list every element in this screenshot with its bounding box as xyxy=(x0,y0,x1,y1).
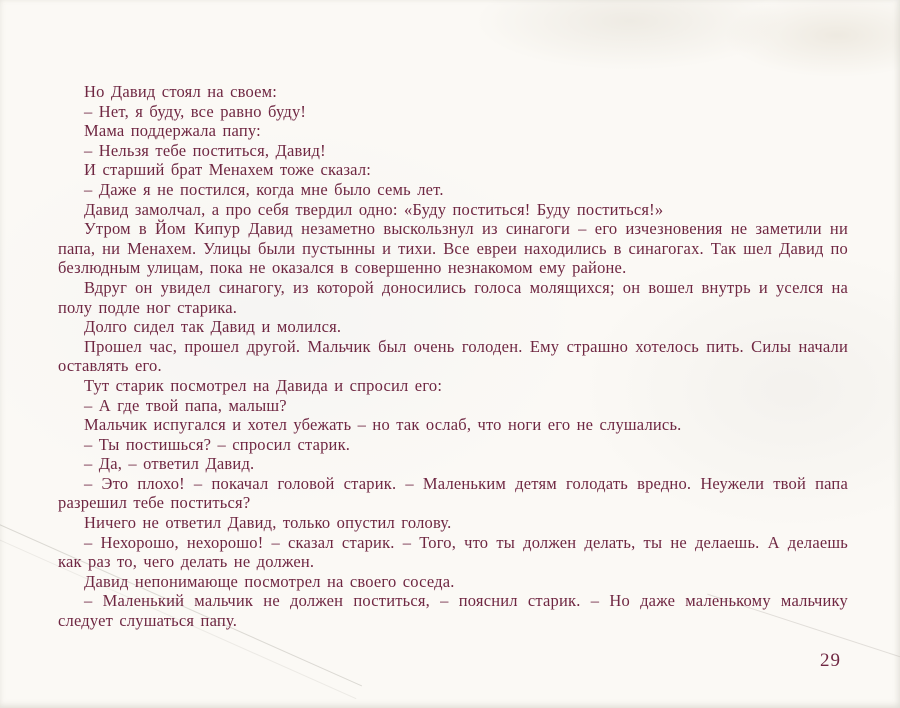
paragraph: Но Давид стоял на своем: xyxy=(84,82,278,101)
story-text-block xyxy=(58,82,848,631)
paragraph: Ничего не ответил Давид, только опустил голову. xyxy=(84,513,452,533)
paragraph: – Ты постишься? – спросил старик. xyxy=(84,434,351,454)
paragraph: – Нет, я буду, все равно буду! xyxy=(84,101,307,121)
paragraph: Вдруг он увидел синагогу, из которой доносились голоса молящихся; он вошел внутрь и уселся на полу подле ног старика. xyxy=(58,277,848,317)
paragraph: Мальчик испугался и хотел убежать – но так ослаб, что ноги его не слушались. xyxy=(84,415,682,435)
paragraph: – Нехорошо, нехорошо! – сказал старик. – Того, что ты должен делать, ты не делаешь. А делаешь как раз то, чего делать не должен. xyxy=(58,532,848,572)
paragraph: Тут старик посмотрел на Давида и спросил его: xyxy=(84,375,443,395)
paragraph: – Да, – ответил Давид. xyxy=(84,454,255,474)
paragraph: Долго сидел так Давид и молился. xyxy=(84,317,342,337)
paragraph: Давид замолчал, а про себя твердил одно: «Буду поститься! Буду поститься!» xyxy=(84,199,664,219)
paragraph: И старший брат Менахем тоже сказал: xyxy=(84,160,372,180)
page-number: 29 xyxy=(820,650,841,671)
paragraph: – Это плохо! – покачал головой старик. – Маленьким детям голодать вредно. Неужели твой папа разрешил тебе поститься? xyxy=(58,473,848,513)
paragraph: Прошел час, прошел другой. Мальчик был очень голоден. Ему страшно хотелось пить. Силы начали оставлять его. xyxy=(58,336,848,376)
paragraph: Утром в Йом Кипур Давид незаметно выскользнул из синагоги – его изчезновения не заметили ни папа, ни Менахем. Улицы были пустынны и тихи. Все евреи находились в синагогах. Так шел Давид по безлюдным улицам, пока не оказался в совершенно незнакомом ему районе. xyxy=(58,219,848,278)
paragraph: – Маленький мальчик не должен поститься, – пояснил старик. – Но даже маленькому мальчику следует слушаться папу. xyxy=(58,591,848,631)
paragraph: – Нельзя тебе поститься, Давид! xyxy=(84,140,326,160)
paragraph: – А где твой папа, малыш? xyxy=(84,395,287,415)
paragraph: Давид непонимающе посмотрел на своего соседа. xyxy=(84,571,455,591)
paragraph: – Даже я не постился, когда мне было семь лет. xyxy=(84,179,444,199)
paragraph: Мама поддержала папу: xyxy=(84,121,261,141)
